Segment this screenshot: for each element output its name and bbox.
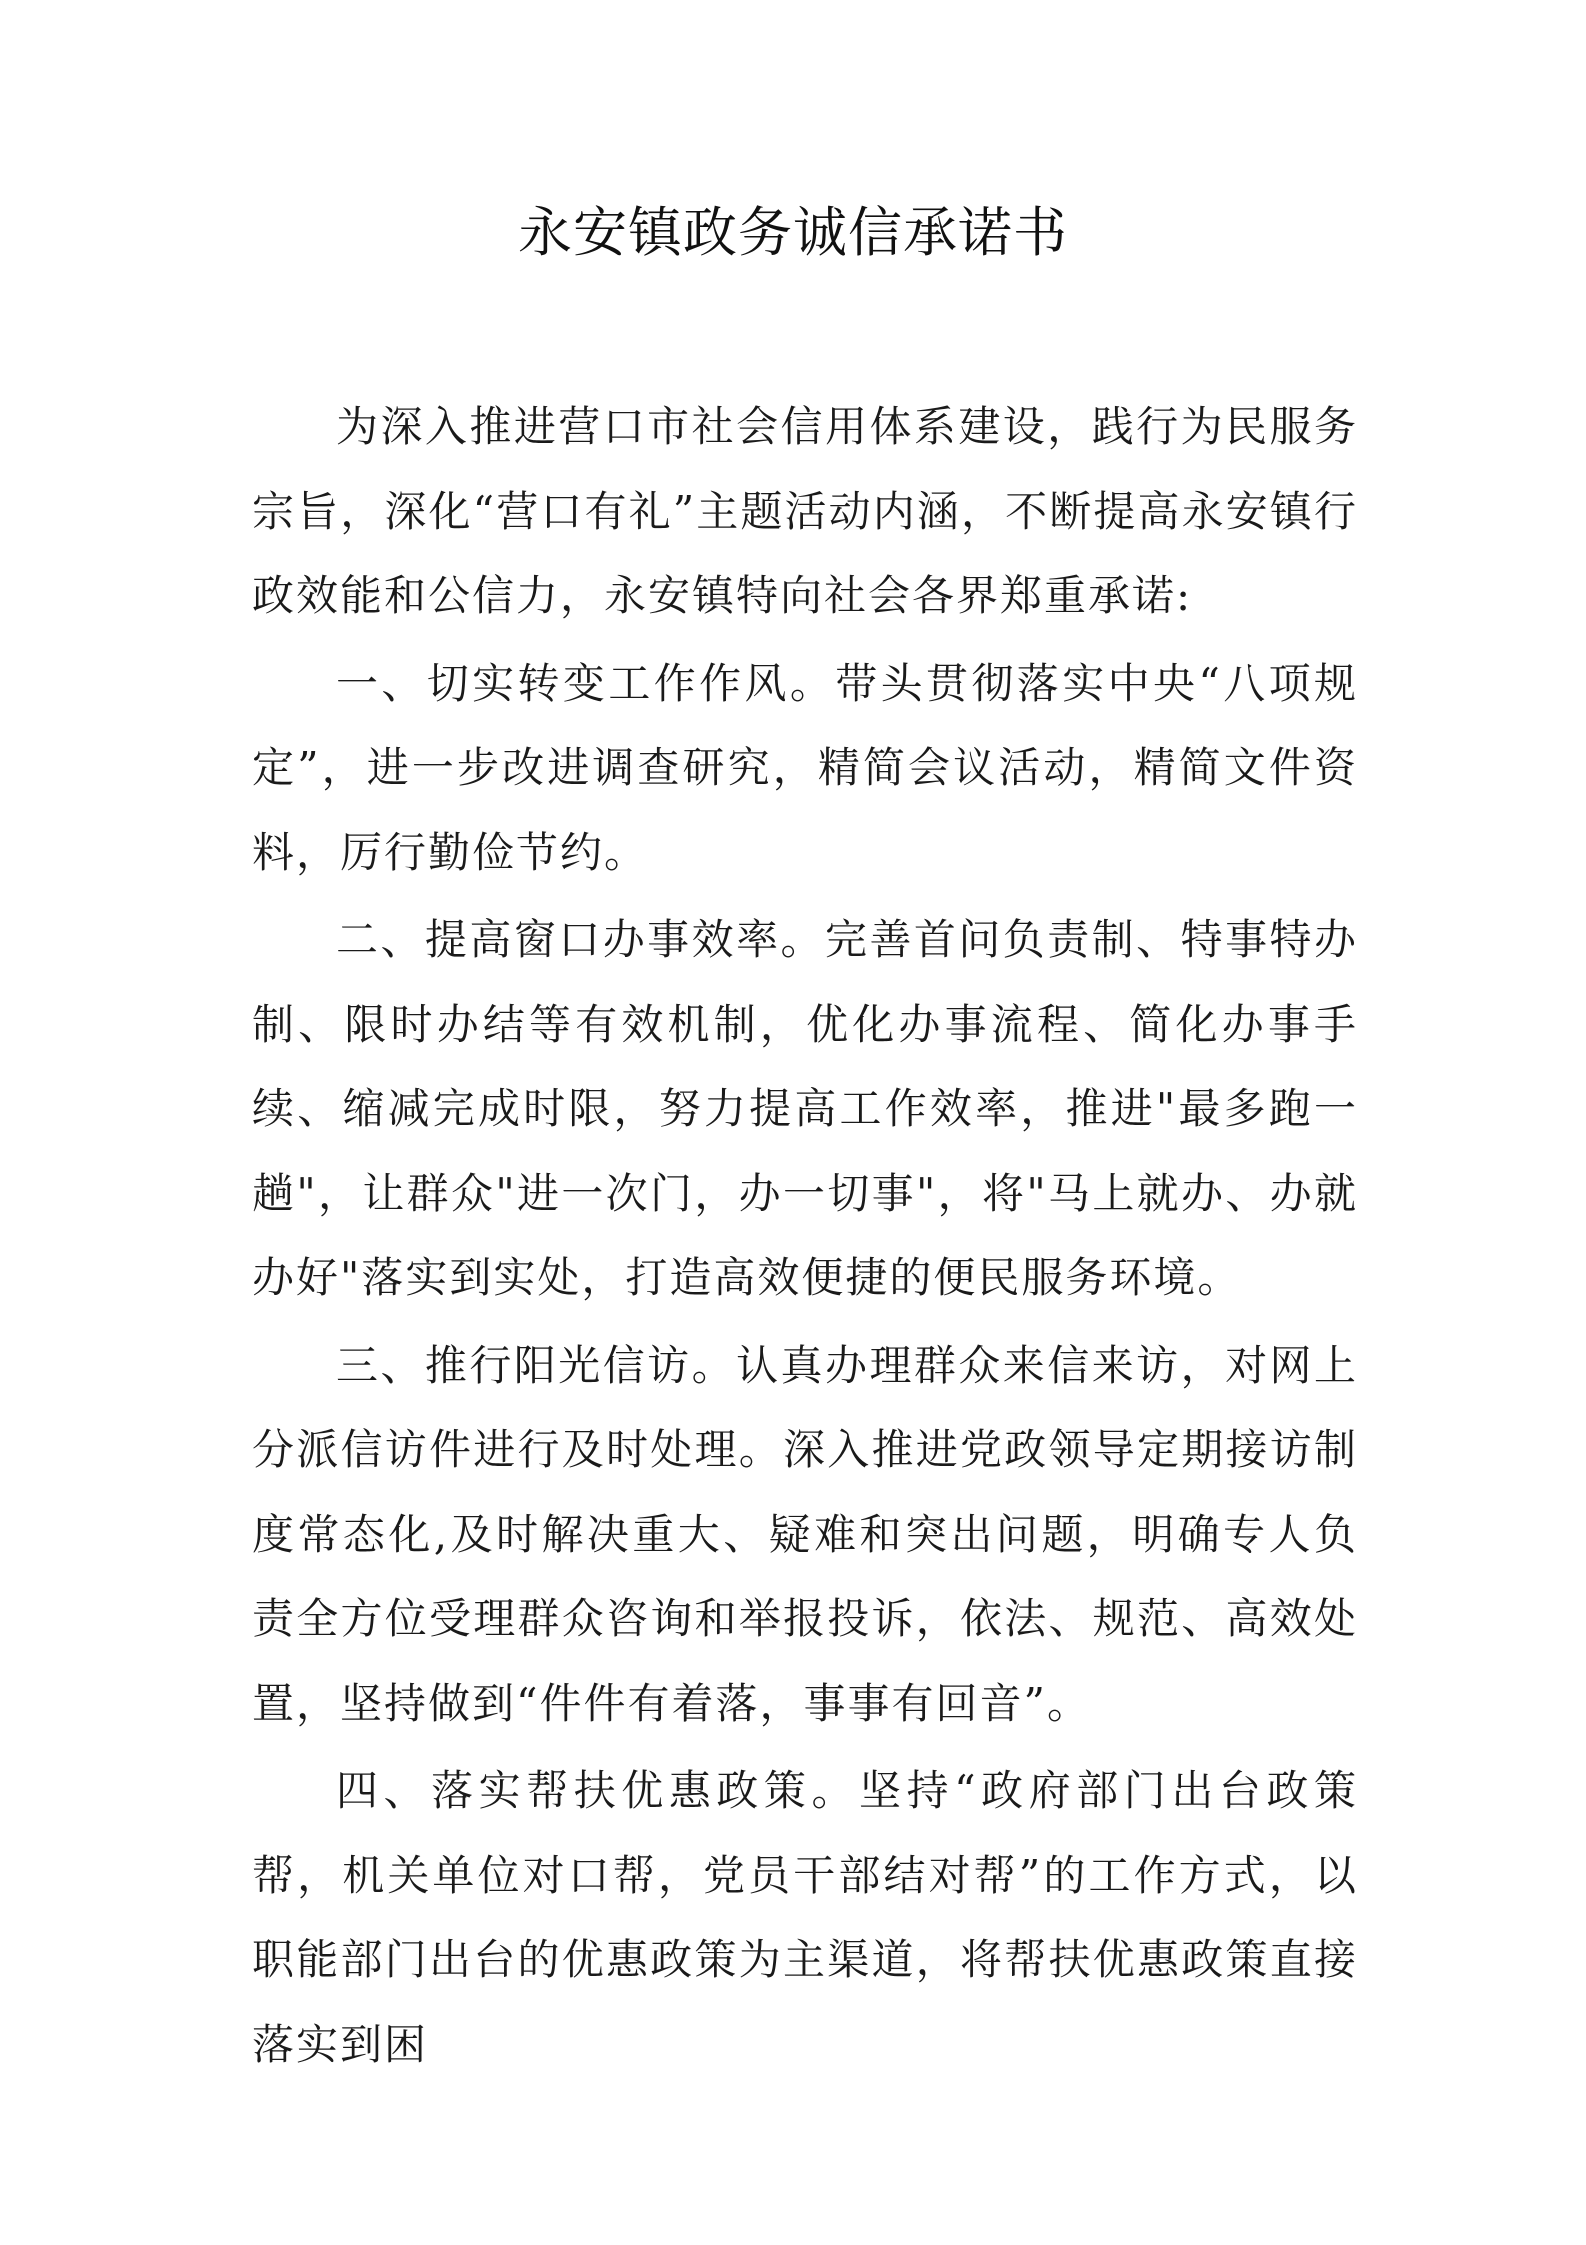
paragraph-item-3: 三、推行阳光信访。认真办理群众来信来访，对网上分派信访件进行及时处理。深入推进党政领导定期接访制度常态化,及时解决重大、疑难和突出问题，明确专人负责全方位受理群众咨询和举报投诉，依法、规范、高效处置，坚持做到“件件有着落，事事有回音”。 <box>252 1340 1358 1728</box>
document-body <box>252 385 1358 2090</box>
paragraph-item-1: 一、切实转变工作作风。带头贯彻落实中央“八项规定”，进一步改进调查研究，精简会议活动，精简文件资料，厉行勤俭节约。 <box>252 658 1358 877</box>
document-title: 永安镇政务诚信承诺书 <box>518 201 1068 264</box>
paragraph-item-2: 二、提高窗口办事效率。完善首问负责制、特事特办制、限时办结等有效机制，优化办事流程、简化办事手续、缩减完成时限，努力提高工作效率，推进"最多跑一趟"，让群众"进一次门，办一切事"，将"马上就办、办就办好"落实到实处，打造高效便捷的便民服务环境。 <box>252 915 1358 1302</box>
paragraph-item-4: 四、落实帮扶优惠政策。坚持“政府部门出台政策帮，机关单位对口帮，党员干部结对帮”的工作方式，以职能部门出台的优惠政策为主渠道，将帮扶优惠政策直接落实到困 <box>252 1766 1358 2069</box>
paragraph-intro: 为深入推进营口市社会信用体系建设，践行为民服务宗旨，深化“营口有礼”主题活动内涵，不断提高永安镇行政效能和公信力，永安镇特向社会各界郑重承诺: <box>252 402 1358 620</box>
